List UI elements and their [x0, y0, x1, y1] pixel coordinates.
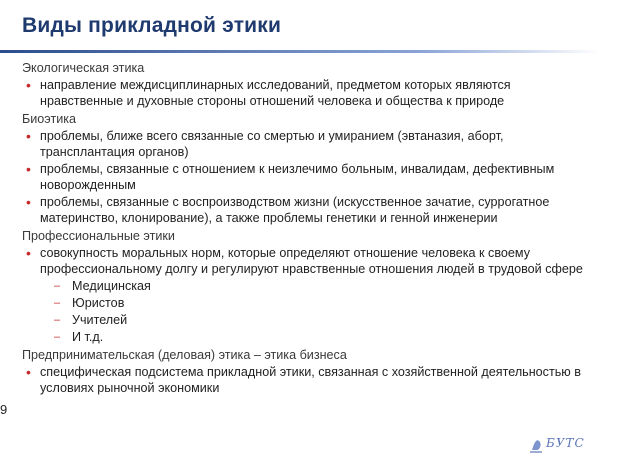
dash-icon: –: [54, 297, 61, 309]
slide-title: Виды прикладной этики: [22, 14, 282, 37]
dash-icon: –: [54, 331, 61, 343]
section-heading-professional: Профессиональные этики: [22, 229, 175, 243]
subitem-medical: [22, 278, 592, 294]
bullet-bioethics-3: • проблемы, связанные с воспроизводством жизни (искусственное зачатие, суррогатное материнство, клонирование), а также проблемы генетики и генной инженерии: [22, 194, 592, 226]
subitem-label: Медицинская: [72, 279, 151, 293]
title-underline: [0, 50, 600, 53]
bullet-bioethics-2: • проблемы, связанные с отношением к неизлечимо больным, инвалидам, дефективным новорожденным: [22, 161, 592, 193]
bullet-professional-1: • совокупность моральных норм, которые определяют отношение человека к своему профессиональному долгу и регулируют нравственные отношения людей в трудовой сфере: [22, 245, 592, 277]
logo-text: БУТС: [546, 436, 585, 450]
subitem-label: И т.д.: [72, 330, 104, 344]
dash-icon: –: [54, 280, 61, 292]
dash-icon: –: [54, 314, 61, 326]
page-number: 9: [0, 402, 8, 417]
section-heading-business: Предпринимательская (деловая) этика – этика бизнеса: [22, 348, 347, 362]
subitem-lawyers: [22, 295, 592, 311]
subitem-label: Юристов: [72, 296, 125, 310]
section-heading-bioethics: Биоэтика: [22, 112, 77, 126]
subitem-etc: [22, 329, 592, 345]
bullet-bioethics-1: • проблемы, ближе всего связанные со смертью и умиранием (эвтаназия, аборт, трансплантация органов): [22, 128, 592, 160]
subitem-teachers: [22, 312, 592, 328]
subitem-label: Учителей: [72, 313, 128, 327]
section-heading-ecology: Экологическая этика: [22, 61, 145, 75]
slide-content: [22, 58, 592, 396]
bullet-ecology-1: • направление междисциплинарных исследований, предметом которых являются нравственные и духовные стороны отношений человека и общества к природе: [22, 77, 592, 109]
bullet-business-1: • специфическая подсистема прикладной этики, связанная с хозяйственной деятельностью в условиях рыночной экономики: [22, 364, 592, 396]
